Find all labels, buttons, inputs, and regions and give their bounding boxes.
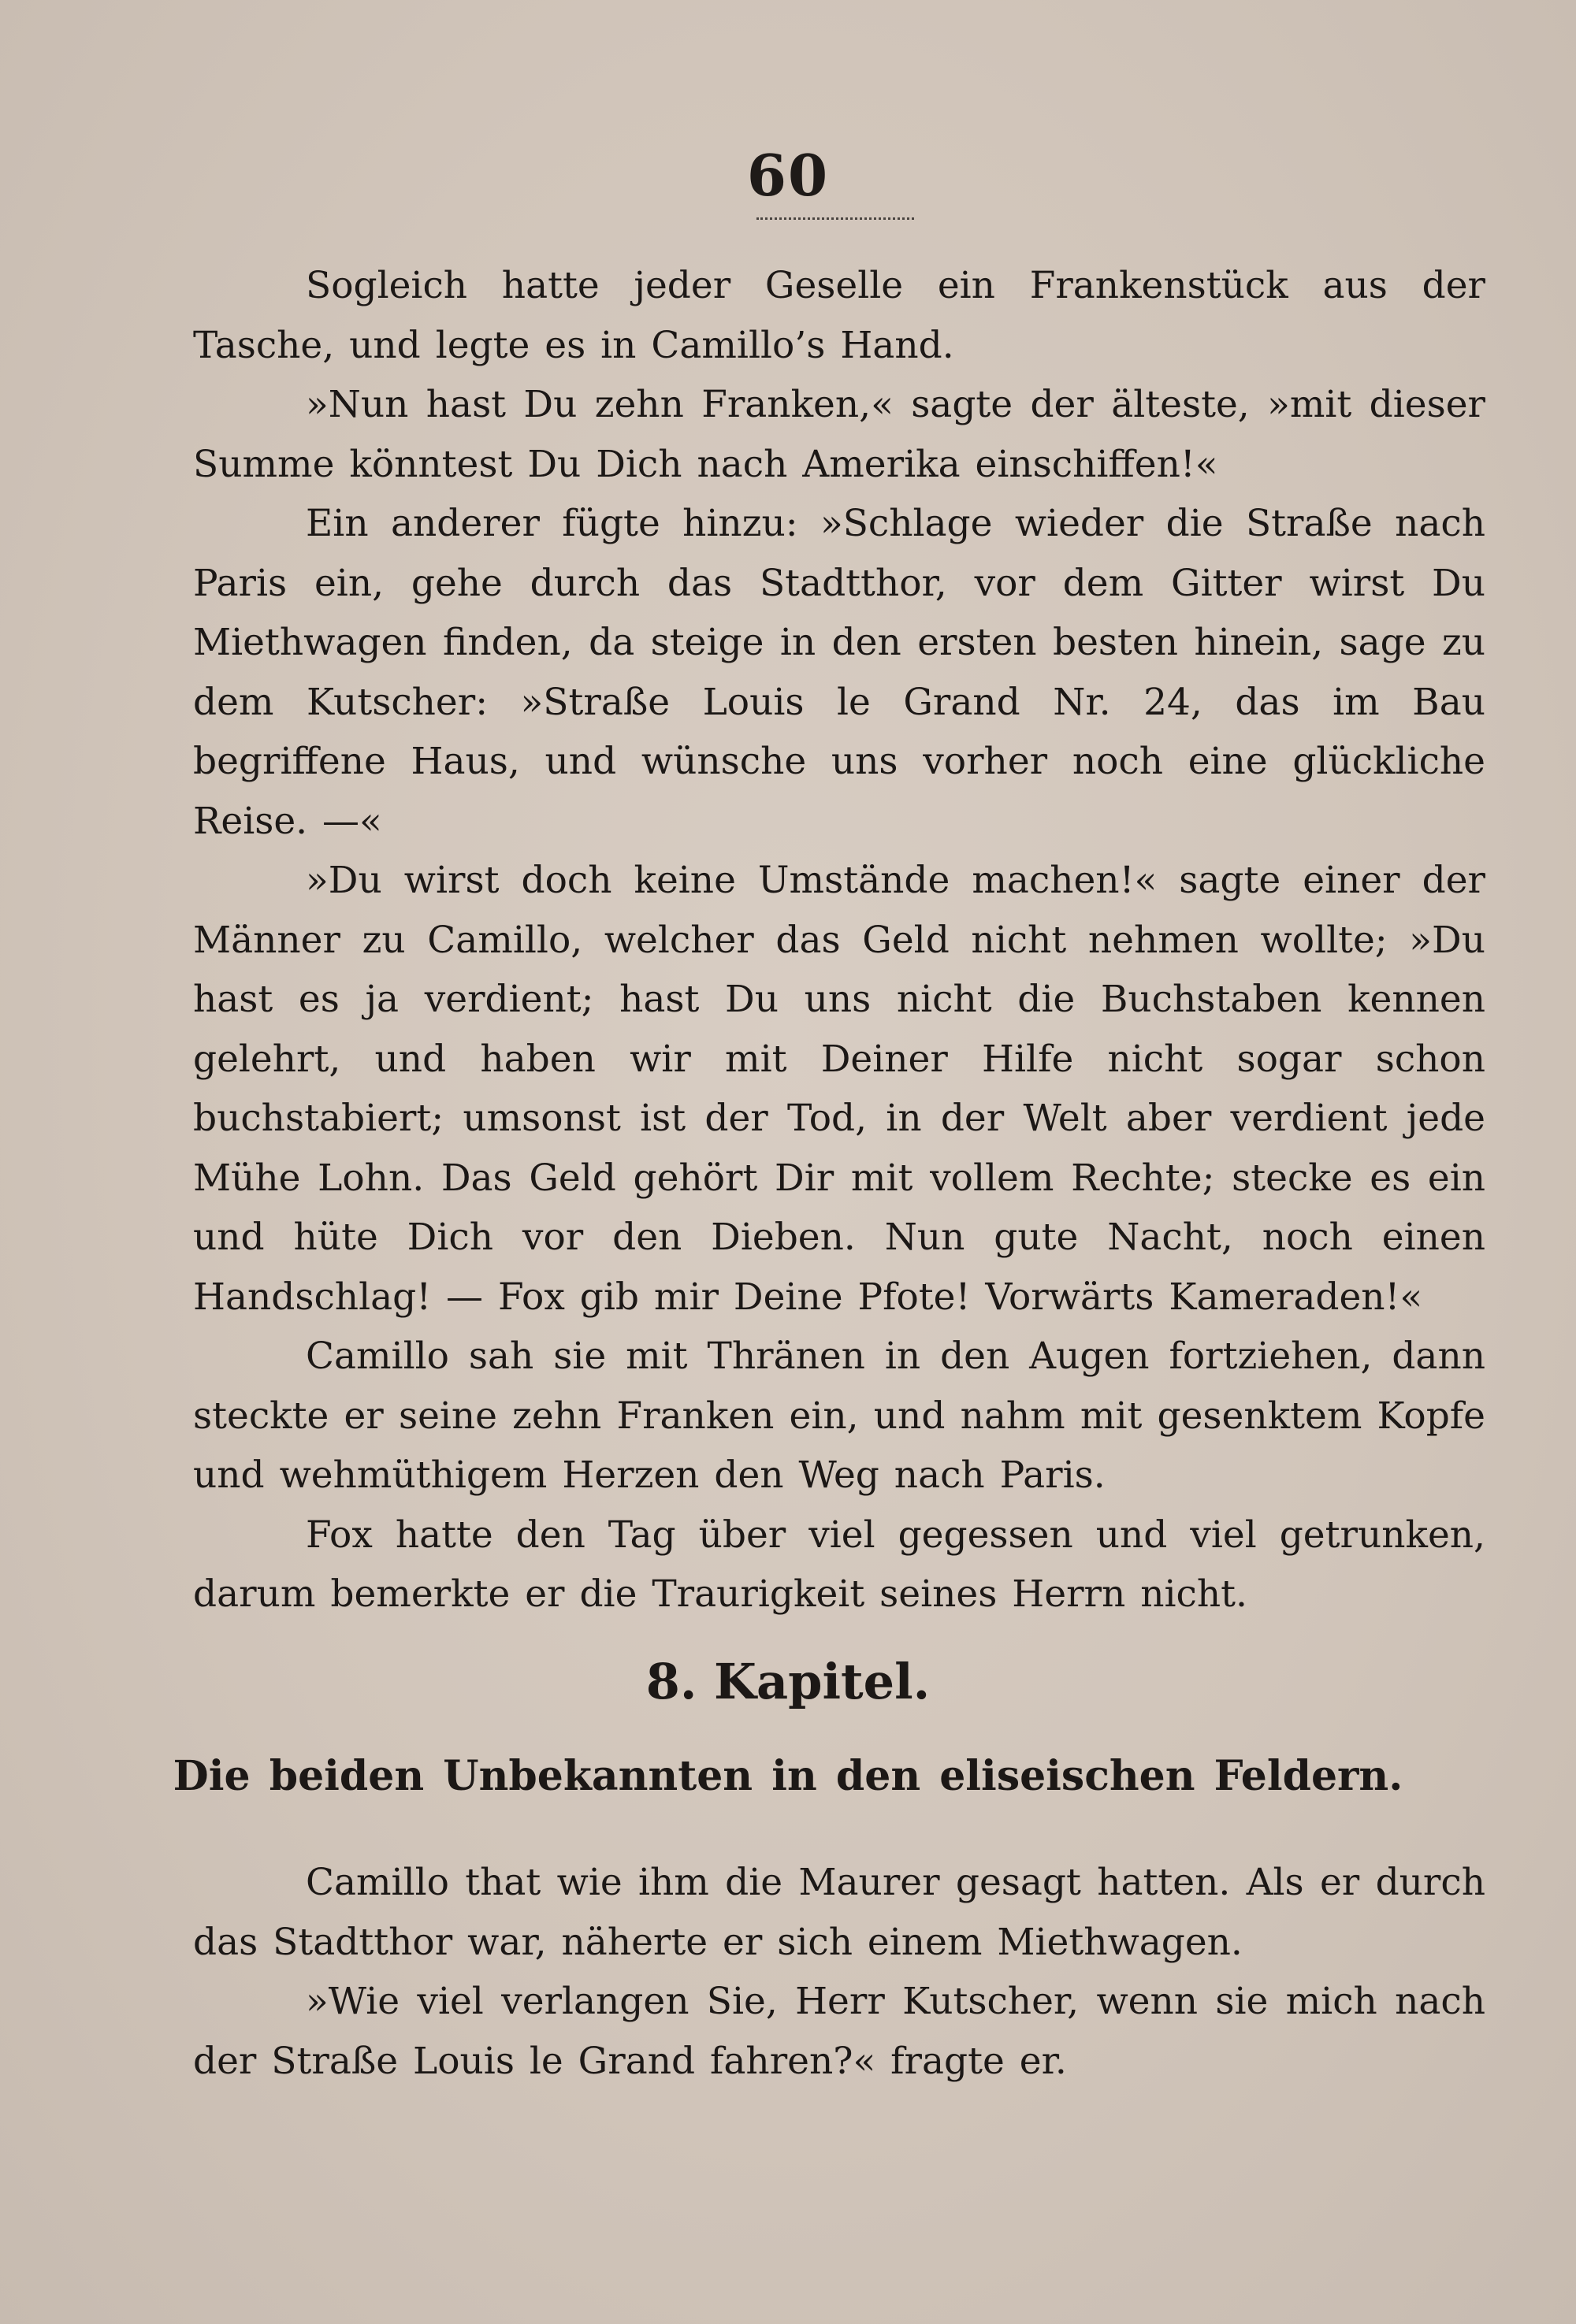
page-number: 60 [746,142,830,209]
page-number-rule [756,217,914,220]
paragraph: Ein anderer fügte hinzu: »Schlage wieder die Straße nach Paris ein, gehe durch das Stadtthor, vor dem Gitter wirst Du Miethwagen finden, da steige in den ersten besten hinein, sage zu dem Kutscher: »Straße Louis le Grand Nr. 24, das im Bau begriffene Haus, und wünsche uns vorher noch eine glückliche Reise. —« [193,502,1485,843]
paragraph: »Wie viel verlangen Sie, Herr Kutscher, wenn sie mich nach der Straße Louis le Grand fahren?« fragte er. [193,1980,1485,2083]
text-section-1 [193,256,1485,1624]
paragraph: »Du wirst doch keine Umstände machen!« sagte einer der Männer zu Camillo, welcher das Geld nicht nehmen wollte; »Du hast es ja verdient; hast Du uns nicht die Buchstaben kennen gelehrt, und haben wir mit Deiner Hilfe nicht sogar schon buchstabiert; umsonst ist der Tod, in der Welt aber verdient jede Mühe Lohn. Das Geld gehört Dir mit vollem Rechte; stecke es ein und hüte Dich vor den Dieben. Nun gute Nacht, noch einen Handschlag! — Fox gib mir Deine Pfote! Vorwärts Kameraden!« [193,859,1485,1319]
chapter-subtitle: Die beiden Unbekannten in den eliseischen Feldern. [173,1752,1403,1800]
paragraph: Camillo that wie ihm die Maurer gesagt hatten. Als er durch das Stadtthor war, näherte er sich einem Miethwagen. [193,1861,1485,1964]
text-section-2 [193,1853,1485,2091]
chapter-title: 8. Kapitel. [645,1653,931,1710]
paragraph: Fox hatte den Tag über viel gegessen und viel getrunken, darum bemerkte er die Traurigkeit seines Herrn nicht. [193,1513,1485,1616]
paragraph: Camillo sah sie mit Thränen in den Augen fortziehen, dann steckte er seine zehn Franken ein, und nahm mit gesenktem Kopfe und wehmüthigem Herzen den Weg nach Paris. [193,1335,1485,1497]
paragraph: Sogleich hatte jeder Geselle ein Frankenstück aus der Tasche, und legte es in Camillo’s Hand. [193,264,1485,367]
paragraph: »Nun hast Du zehn Franken,« sagte der älteste, »mit dieser Summe könntest Du Dich nach Amerika einschiffen!« [193,383,1485,486]
